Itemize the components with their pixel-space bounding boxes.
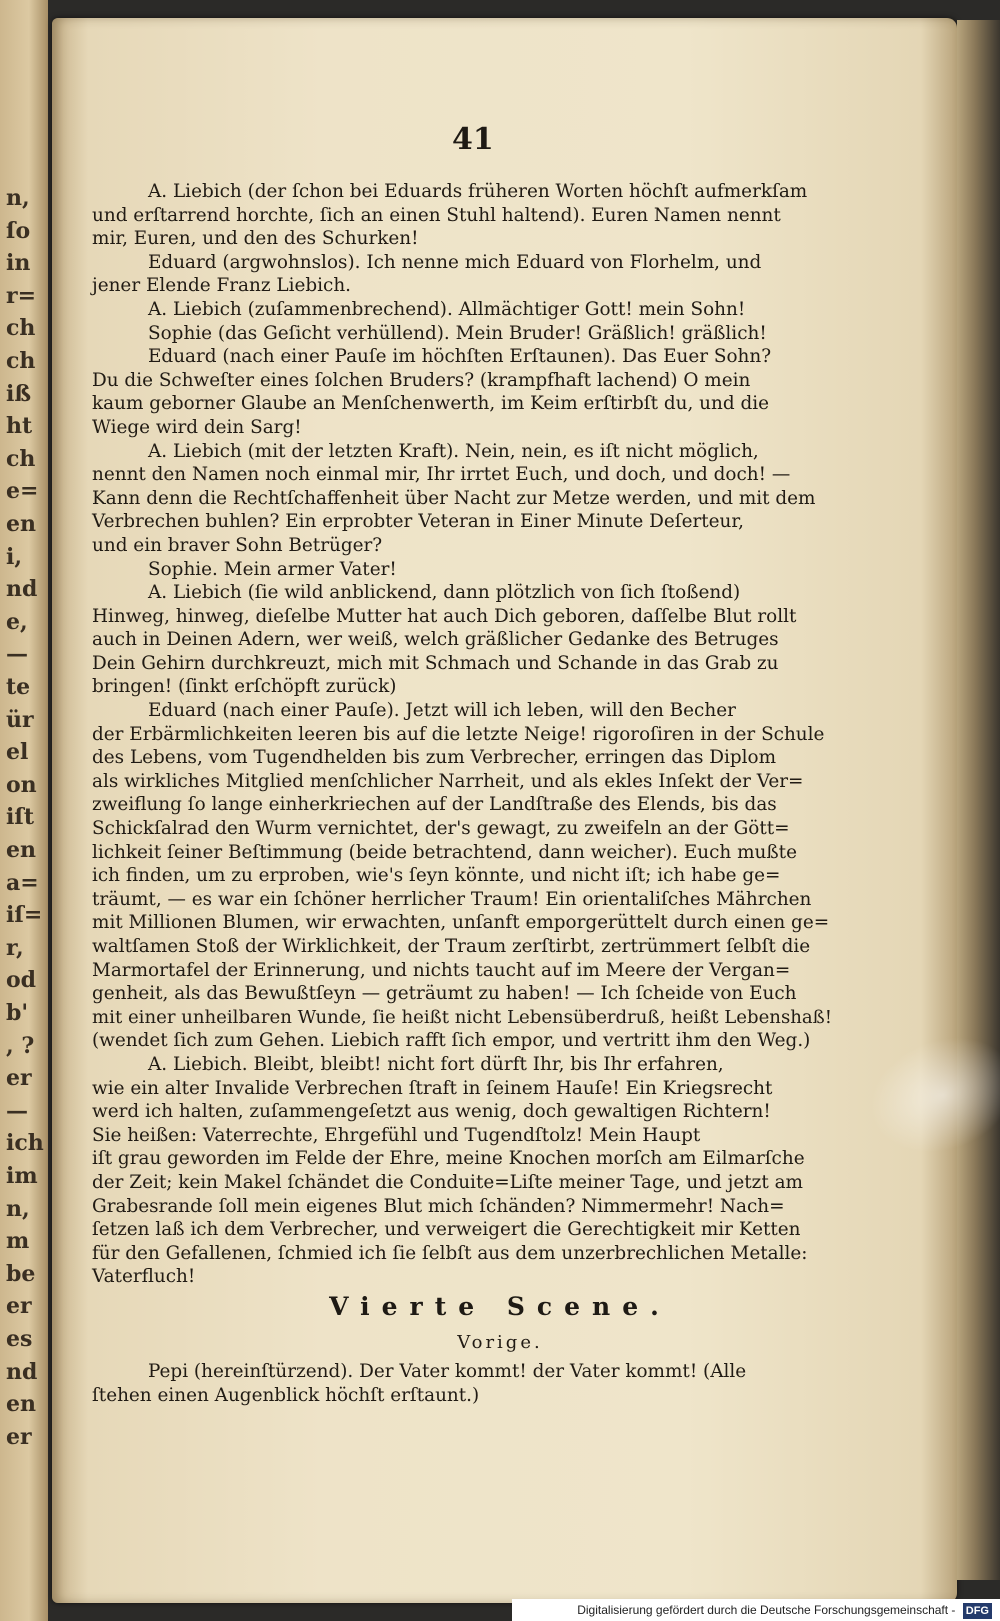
- text-line: wie ein alter Invalide Verbrechen ſtraft in ſeinem Hauſe! Ein Kriegsrecht: [92, 1077, 773, 1099]
- left-page-fragment: iß: [6, 380, 32, 407]
- left-page-fragment: ht: [6, 413, 33, 440]
- left-page-fragment: —: [6, 641, 28, 668]
- left-page-fragment: i,: [6, 543, 23, 570]
- text-line: Grabesrande ſoll mein eigenes Blut mich ſchänden? Nimmermehr! Nach=: [92, 1195, 785, 1217]
- text-line: Eduard (nach einer Pauſe im höchſten Erſtaunen). Das Euer Sohn?: [148, 346, 772, 368]
- text-line: jener Elende Franz Liebich.: [92, 275, 352, 297]
- text-line: Pepi (hereinſtürzend). Der Vater kommt! der Vater kommt! (Alle: [148, 1361, 747, 1382]
- left-page-fragment: iſt: [6, 804, 34, 831]
- left-page-fragment: m: [6, 1228, 30, 1255]
- text-line: zweiflung ſo lange einherkriechen auf der Landſtraße des Elends, bis das: [92, 794, 777, 816]
- left-page-fragment: ich: [6, 1130, 44, 1157]
- text-line: Vaterfluch!: [92, 1266, 196, 1288]
- text-line: lichkeit ſeiner Beſtimmung (beide betrachtend, dann weicher). Euch mußte: [92, 841, 797, 863]
- text-line: mir, Euren, und den des Schurken!: [92, 228, 419, 250]
- text-line: mit Millionen Blumen, wir erwachten, unſanft emporgerüttelt durch einen ge=: [92, 912, 830, 934]
- left-page-fragment: ch: [6, 445, 36, 472]
- text-line: Verbrechen buhlen? Ein erprobter Veteran in Einer Minute Deſerteur,: [92, 511, 745, 533]
- text-line: nennt den Namen noch einmal mir, Ihr irrtet Euch, und doch, und doch! —: [92, 464, 791, 486]
- text-line: auch in Deinen Adern, wer weiß, welch gräßlicher Gedanke des Betruges: [92, 629, 779, 651]
- left-page-fragment: en: [6, 837, 36, 863]
- text-line: ich finden, um zu erproben, wie's ſeyn könnte, und nicht iſt; ich habe ge=: [92, 865, 781, 887]
- left-page-fragment: er: [6, 1293, 32, 1320]
- text-line: des Lebens, vom Tugendhelden bis zum Verbrecher, erringen das Diplom: [92, 747, 777, 769]
- text-line: der Zeit; kein Makel ſchändet die Conduite=Liſte meiner Tage, und jetzt am: [92, 1171, 803, 1193]
- text-line: A. Liebich (der ſchon bei Eduards früheren Worten höchſt aufmerkſam: [148, 181, 808, 202]
- text-line: Dein Gehirn durchkreuzt, mich mit Schmach und Schande in das Grab zu: [92, 652, 779, 674]
- text-line: Eduard (nach einer Pauſe). Jetzt will ich leben, will den Becher: [148, 700, 736, 722]
- text-line: Marmortafel der Erinnerung, und nichts taucht auf im Meere der Vergan=: [92, 959, 791, 981]
- left-page-fragment: te: [6, 674, 31, 700]
- page-number: 41: [452, 122, 494, 157]
- text-line: Hinweg, hinweg, dieſelbe Mutter hat auch Dich geboren, daſſelbe Blut rollt: [92, 605, 797, 627]
- text-line: und ein braver Sohn Betrüger?: [92, 534, 383, 556]
- text-line: Schickſalrad den Wurm vernichtet, der's gewagt, zu zweifeln an der Gött=: [92, 818, 790, 840]
- text-line: A. Liebich. Bleibt, bleibt! nicht fort dürft Ihr, bis Ihr erfahren,: [148, 1053, 724, 1075]
- left-page-fragment: ch: [6, 348, 36, 374]
- footer-credit: [512, 1599, 1000, 1621]
- text-line: als wirkliches Mitglied menſchlicher Narrheit, und als ekles Inſekt der Ver=: [92, 770, 804, 792]
- body-text: [92, 180, 832, 1289]
- footer-text: Digitalisierung gefördert durch die Deutsche Forschungsgemeinschaft -: [577, 1603, 956, 1617]
- text-line: Sophie. Mein armer Vater!: [148, 558, 397, 580]
- left-page-fragment: be: [6, 1260, 36, 1287]
- text-line: (wendet ſich zum Gehen. Liebich rafft ſich empor, und vertritt ihm den Weg.): [92, 1030, 811, 1052]
- text-line: waltſamen Stoß der Wirklichkeit, der Traum zerſtirbt, zertrümmert ſelbſt die: [92, 936, 811, 957]
- text-line: mit einer unheilbaren Wunde, ſie heißt nicht Lebensüberdruß, heißt Lebenshaß!: [92, 1006, 833, 1028]
- left-page-fragment: a=: [6, 869, 39, 896]
- text-line: A. Liebich (mit der letzten Kraft). Nein, nein, es iſt nicht möglich,: [148, 440, 759, 462]
- left-page-fragment: er: [6, 1065, 32, 1092]
- text-line: Kann denn die Rechtſchaffenheit über Nacht zur Metze werden, und mit dem: [92, 487, 816, 509]
- scene-title: Vierte Scene.: [329, 1292, 671, 1321]
- text-line: Du die Schweſter eines ſolchen Bruders? (krampfhaft lachend) O mein: [92, 369, 751, 391]
- text-line: kaum geborner Glaube an Menſchenwerth, im Keim erſtirbſt du, und die: [92, 393, 769, 415]
- left-page-fragment: nd: [6, 576, 38, 603]
- text-line: der Erbärmlichkeiten leeren bis auf die letzte Neige! rigoroſiren in der Schule: [92, 723, 825, 745]
- dfg-logo: DFG: [963, 1603, 992, 1619]
- left-page-fragment: n,: [6, 1195, 30, 1222]
- left-page-edge: [0, 0, 48, 1621]
- text-line: werd ich halten, zuſammengeſetzt aus wenig, doch gewaltigen Richtern!: [92, 1101, 771, 1123]
- left-page-fragment: ür: [6, 706, 34, 733]
- left-page-fragment: es: [6, 1326, 33, 1352]
- left-page-fragment: r=: [6, 282, 37, 309]
- text-line: iſt grau geworden im Felde der Ehre, meine Knochen morſch am Eilmarſche: [92, 1148, 805, 1170]
- left-page-fragment: en: [6, 511, 36, 537]
- scene-subtitle: Vorige.: [457, 1332, 543, 1353]
- text-line: ſetzen laß ich dem Verbrecher, und verweigert die Gerechtigkeit mir Ketten: [92, 1219, 801, 1241]
- text-line: Eduard (argwohnslos). Ich nenne mich Eduard von Florhelm, und: [148, 251, 762, 273]
- text-line: träumt, — es war ein ſchöner herrlicher Traum! Ein orientaliſches Mährchen: [92, 888, 812, 910]
- left-page-fragment: in: [6, 250, 31, 277]
- text-line: und erſtarrend horchte, ſich an einen Stuhl haltend). Euren Namen nennt: [92, 204, 781, 226]
- text-line: A. Liebich (zuſammenbrechend). Allmächtiger Gott! mein Sohn!: [148, 298, 746, 320]
- left-page-fragment: od: [6, 967, 37, 994]
- left-page-fragment: ch: [6, 315, 36, 342]
- left-page-fragment: e,: [6, 608, 28, 635]
- text-line: bringen! (ſinkt erſchöpft zurück): [92, 676, 397, 698]
- left-page-fragment: nd: [6, 1358, 38, 1385]
- left-page-fragment: er: [6, 1423, 32, 1450]
- text-line: A. Liebich (ſie wild anblickend, dann plötzlich von ſich ſtoßend): [148, 582, 741, 604]
- text-line: Sophie (das Geſicht verhüllend). Mein Bruder! Gräßlich! gräßlich!: [148, 322, 767, 344]
- text-line: Wiege wird dein Sarg!: [92, 416, 302, 438]
- left-page-fragment: en: [6, 1391, 36, 1418]
- left-page-fragment: im: [6, 1163, 38, 1189]
- text-line: ſtehen einen Augenblick höchſt erſtaunt.): [92, 1384, 480, 1406]
- left-page-fragment: el: [6, 739, 29, 766]
- left-page-fragment: e=: [6, 478, 39, 505]
- left-page-fragment: —: [6, 1097, 28, 1124]
- text-line: genheit, als das Bewußtſeyn — geträumt zu haben! — Ich ſcheide von Euch: [92, 983, 797, 1005]
- left-page-fragment: b': [6, 1000, 29, 1026]
- left-page-fragment: on: [6, 771, 37, 798]
- text-line: Sie heißen: Vaterrechte, Ehrgefühl und Tugendſtolz! Mein Haupt: [92, 1124, 701, 1146]
- text-line: für den Gefallenen, ſchmied ich ſie ſelbſt aus dem unzerbrechlichen Metalle:: [92, 1242, 808, 1264]
- left-page-fragment: iſ=: [6, 902, 43, 929]
- body-text-after-scene: [92, 1360, 832, 1407]
- left-page-fragment: ſo: [6, 217, 31, 244]
- left-page-fragment: n,: [6, 185, 30, 211]
- left-page-fragment: , ?: [6, 1032, 35, 1059]
- left-page-fragment: r,: [6, 934, 24, 961]
